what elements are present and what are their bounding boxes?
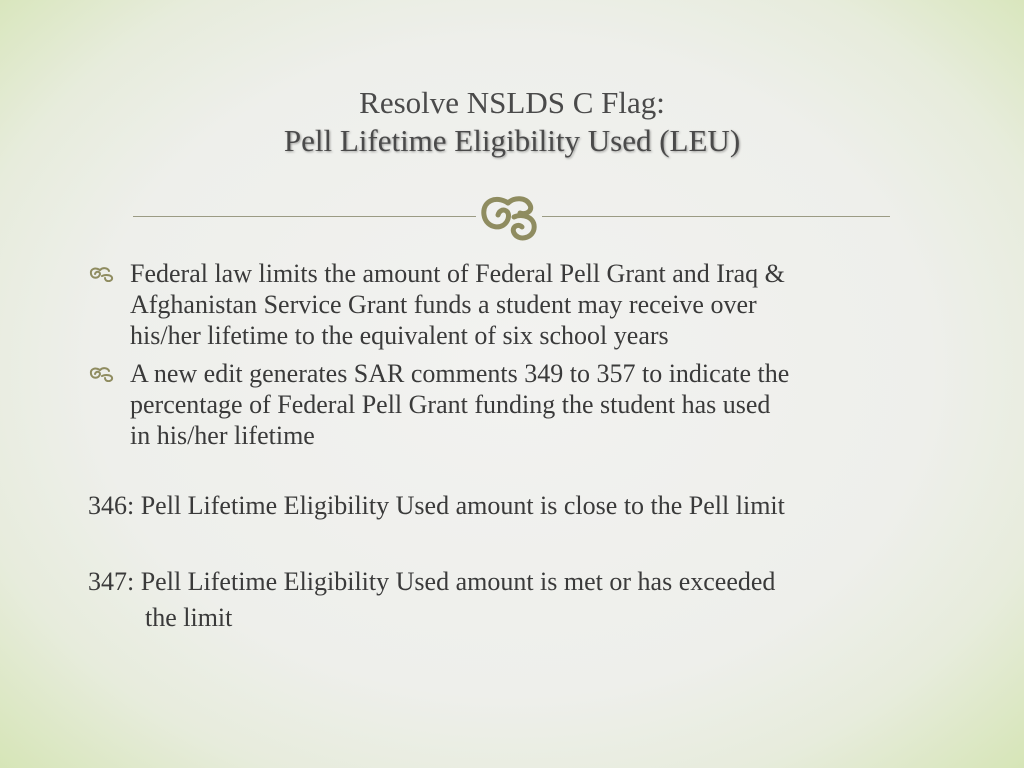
bullet-line: his/her lifetime to the equivalent of six school years (130, 321, 669, 350)
note-line: 347: Pell Lifetime Eligibility Used amount is met or has exceeded (88, 567, 776, 596)
sar-comment-346 (88, 488, 938, 524)
curl-bullet-icon (88, 366, 116, 382)
curl-bullet-icon (88, 266, 116, 282)
flourish-ornament-icon (478, 191, 542, 243)
divider-right (542, 216, 890, 217)
note-line-continuation: the limit (145, 603, 233, 632)
bullet-line: percentage of Federal Pell Grant funding the student has used (130, 390, 771, 419)
bullet-line: Federal law limits the amount of Federal Pell Grant and Iraq & (130, 259, 785, 288)
bullet-item (88, 358, 938, 451)
title-line-2: Pell Lifetime Eligibility Used (LEU) (283, 123, 741, 158)
bullet-line: Afghanistan Service Grant funds a student may receive over (130, 290, 757, 319)
bullet-item (88, 258, 938, 351)
title-line-1: Resolve NSLDS C Flag: (359, 85, 665, 120)
sar-comment-347 (88, 564, 938, 636)
divider-left (133, 216, 476, 217)
bullet-line: A new edit generates SAR comments 349 to 357 to indicate the (130, 359, 790, 388)
bullet-line: in his/her lifetime (130, 421, 315, 450)
bullet-list (88, 258, 938, 458)
slide-title (0, 84, 1024, 160)
note-line: 346: Pell Lifetime Eligibility Used amount is close to the Pell limit (88, 491, 785, 520)
